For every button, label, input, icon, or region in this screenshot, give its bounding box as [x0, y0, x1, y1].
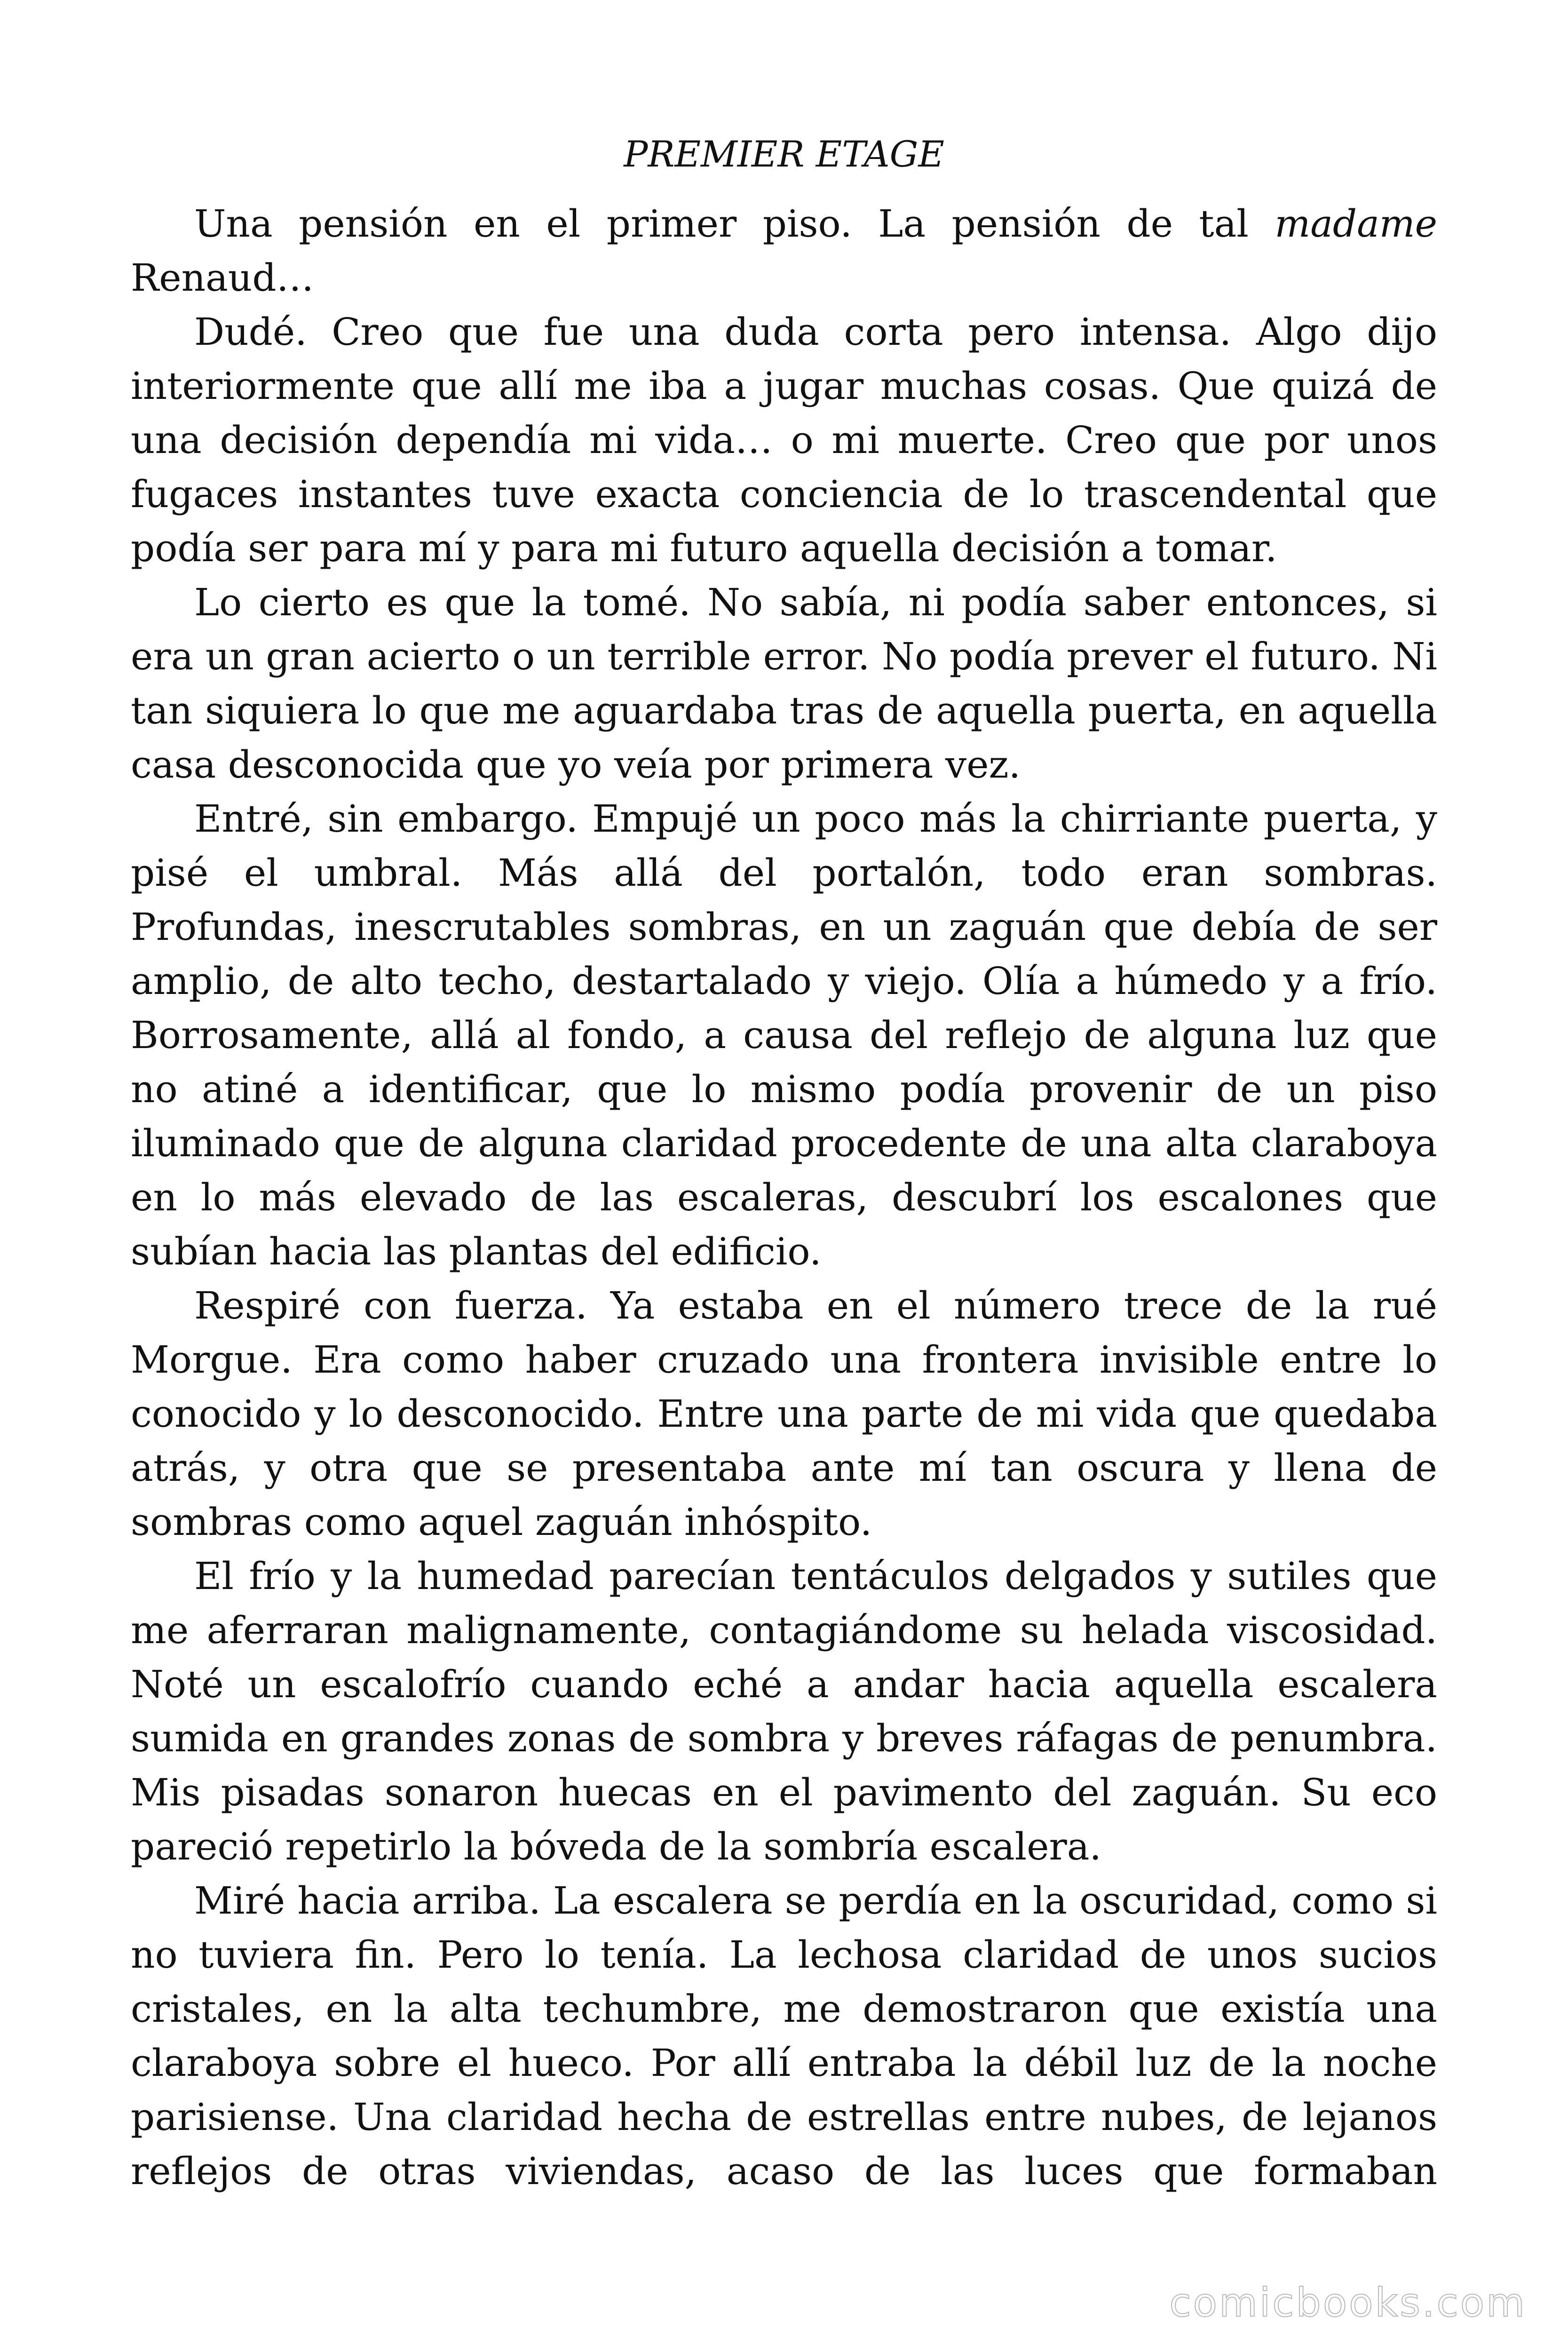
paragraph-2: Dudé. Creo que fue una duda corta pero intensa. Algo dijo interiormente que allí me iba a jugar muchas cosas. Que quizá de una decisión dependía mi vida… o mi muerte. Creo que por unos fugaces instantes tuve exacta conciencia de lo trascendental que podía ser para mí y para mi futuro aquella decisión a tomar.	[131, 310, 1437, 570]
book-page	[131, 126, 1437, 2198]
paragraph-4: Entré, sin embargo. Empujé un poco más la chirriante puerta, y pisé el umbral. Más allá del portalón, todo eran sombras. Profundas, inescrutables sombras, en un zaguán que debía de ser amplio, de alto techo, destartalado y viejo. Olía a húmedo y a frío. Borrosamente, allá al fondo, a causa del reflejo de alguna luz que no atiné a identificar, que lo mismo podía provenir de un piso iluminado que de alguna claridad procedente de una alta claraboya en lo más elevado de las escaleras, descubrí los escalones que subían hacia las plantas del edificio.	[131, 797, 1437, 1273]
paragraph-1-text-start: Una pensión en el primer piso. La pensión de tal	[194, 202, 1275, 246]
paragraph-1	[131, 197, 1437, 305]
paragraph-6: El frío y la humedad parecían tentáculos delgados y sutiles que me aferraran malignamente, contagiándome su helada viscosidad. Noté un escalofrío cuando eché a andar hacia aquella escalera sumida en grandes zonas de sombra y breves ráfagas de penumbra. Mis pisadas sonaron huecas en el pavimento del zaguán. Su eco pareció repetirlo la bóveda de la sombría escalera.	[131, 1554, 1437, 1868]
paragraph-1-italic-word: madame	[1275, 202, 1437, 246]
paragraph-7: Miré hacia arriba. La escalera se perdía en la oscuridad, como si no tuviera fin. Pero lo tenía. La lechosa claridad de unos sucios cristales, en la alta techumbre, me demostraron que existía una claraboya sobre el hueco. Por allí entraba la débil luz de la noche parisiense. Una claridad hecha de estrellas entre nubes, de lejanos reflejos de otras viviendas, acaso de las luces que formaban	[131, 1879, 1437, 2193]
paragraph-5: Respiré con fuerza. Ya estaba en el número trece de la rué Morgue. Era como haber cruzado una frontera invisible entre lo conocido y lo desconocido. Entre una parte de mi vida que quedaba atrás, y otra que se presentaba ante mí tan oscura y llena de sombras como aquel zaguán inhóspito.	[131, 1284, 1437, 1544]
paragraph-1-text-end: Renaud…	[131, 256, 314, 300]
watermark: comicbooks.com	[1169, 2280, 1527, 2326]
paragraph-3: Lo cierto es que la tomé. No sabía, ni podía saber entonces, si era un gran acierto o un terrible error. No podía prever el futuro. Ni tan siquiera lo que me aguardaba tras de aquella puerta, en aquella casa desconocida que yo veía por primera vez.	[131, 580, 1437, 787]
chapter-title: PREMIER ETAGE	[624, 133, 944, 175]
